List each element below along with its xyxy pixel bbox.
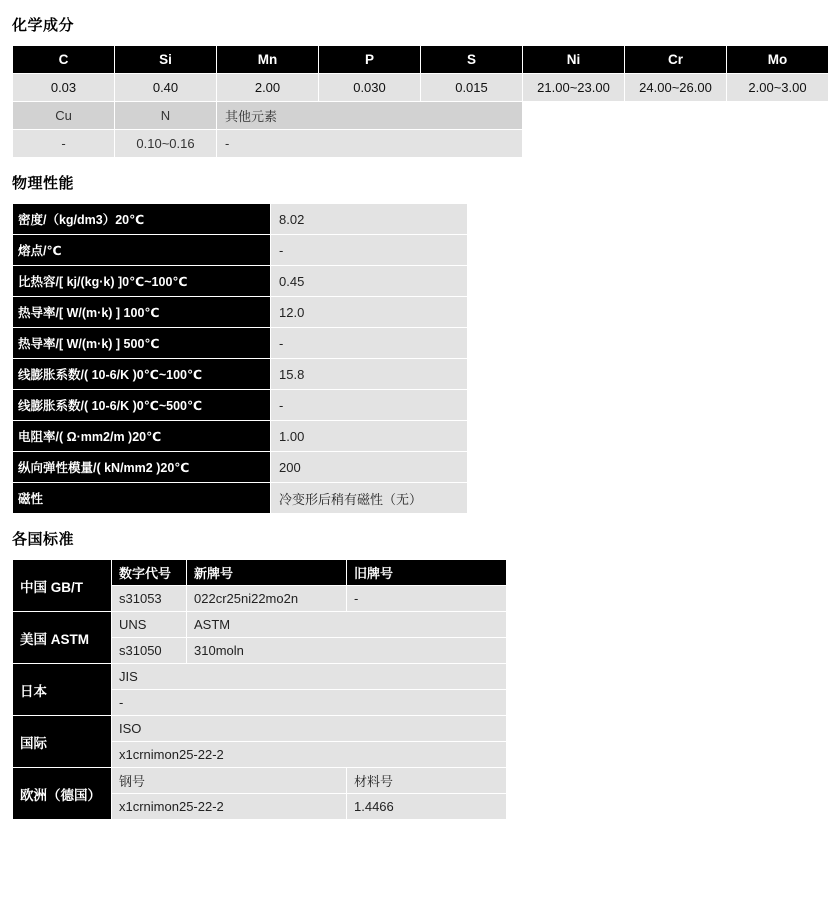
phys-value-cell: 12.0 [271,297,468,328]
chem-header-cell: 其他元素 [217,102,523,130]
chem-value-cell: 24.00~26.00 [625,74,727,102]
table-row [13,204,468,235]
section-title-physical: 物理性能 [12,175,75,192]
standards-header-cell: 旧牌号 [347,560,507,586]
table-row [13,46,829,74]
phys-key-cell: 熔点/℃ [13,235,271,266]
chem-value-cell: 2.00 [217,74,319,102]
phys-key-cell: 磁性 [13,483,271,514]
standards-header-cell: 数字代号 [112,560,187,586]
phys-value-cell: 0.45 [271,266,468,297]
standards-header-cell: 新牌号 [187,560,347,586]
chem-value-cell: 0.015 [421,74,523,102]
section-title-chemical: 化学成分 [12,17,75,34]
table-row [13,130,829,158]
phys-key-cell: 电阻率/( Ω·mm2/m )20℃ [13,421,271,452]
chem-header-cell: Cu [13,102,115,130]
chem-header-cell: Si [115,46,217,74]
standards-table [12,559,507,820]
standards-country-china: 中国 GB/T [13,560,112,612]
table-row [13,768,507,794]
standards-value-cell: s31050 [112,638,187,664]
chem-value-cell: 21.00~23.00 [523,74,625,102]
phys-value-cell: - [271,328,468,359]
standards-header-cell: UNS [112,612,187,638]
chem-value-cell: 2.00~3.00 [727,74,829,102]
phys-key-cell: 热导率/[ W/(m·k) ] 500℃ [13,328,271,359]
standards-country-japan: 日本 [13,664,112,716]
chem-header-cell: Cr [625,46,727,74]
chemical-composition-table [12,45,829,158]
table-row [13,664,507,690]
standards-value-cell: s31053 [112,586,187,612]
phys-value-cell: 1.00 [271,421,468,452]
standards-header-cell: 材料号 [347,768,507,794]
standards-country-usa: 美国 ASTM [13,612,112,664]
standards-value-cell: x1crnimon25-22-2 [112,742,507,768]
chem-value-cell: 0.03 [13,74,115,102]
standards-value-cell: 310moln [187,638,507,664]
spacer-cell [523,130,829,158]
physical-properties-table [12,203,468,514]
standards-header-cell: ISO [112,716,507,742]
table-row [13,390,468,421]
chem-header-cell: S [421,46,523,74]
phys-value-cell: - [271,390,468,421]
table-row [13,328,468,359]
standards-header-cell: JIS [112,664,507,690]
chem-value-cell: - [13,130,115,158]
table-row [13,235,468,266]
phys-key-cell: 线膨胀系数/( 10-6/K )0℃~500℃ [13,390,271,421]
standards-country-europe: 欧洲（德国） [13,768,112,820]
chem-header-cell: P [319,46,421,74]
phys-value-cell: 8.02 [271,204,468,235]
chem-value-cell: - [217,130,523,158]
chem-header-cell: Mn [217,46,319,74]
table-row [13,266,468,297]
table-row [13,560,507,586]
table-row [13,74,829,102]
chem-header-cell: Ni [523,46,625,74]
table-row [13,612,507,638]
table-row [13,359,468,390]
standards-country-international: 国际 [13,716,112,768]
chem-value-cell: 0.10~0.16 [115,130,217,158]
standards-header-cell: 钢号 [112,768,347,794]
standards-value-cell: 022cr25ni22mo2n [187,586,347,612]
phys-key-cell: 纵向弹性模量/( kN/mm2 )20℃ [13,452,271,483]
phys-value-cell: 15.8 [271,359,468,390]
table-row [13,297,468,328]
table-row [13,483,468,514]
phys-value-cell: - [271,235,468,266]
standards-header-cell: ASTM [187,612,507,638]
standards-value-cell: - [112,690,507,716]
standards-value-cell: x1crnimon25-22-2 [112,794,347,820]
table-row [13,102,829,130]
phys-key-cell: 比热容/[ kj/(kg·k) ]0℃~100℃ [13,266,271,297]
chem-value-cell: 0.030 [319,74,421,102]
table-row [13,716,507,742]
phys-key-cell: 热导率/[ W/(m·k) ] 100℃ [13,297,271,328]
phys-key-cell: 密度/（kg/dm3）20℃ [13,204,271,235]
table-row [13,421,468,452]
chem-value-cell: 0.40 [115,74,217,102]
standards-value-cell: - [347,586,507,612]
phys-value-cell: 冷变形后稍有磁性（无） [271,483,468,514]
spacer-cell [523,102,829,130]
phys-value-cell: 200 [271,452,468,483]
standards-value-cell: 1.4466 [347,794,507,820]
chem-header-cell: C [13,46,115,74]
section-title-standards: 各国标准 [12,531,75,548]
phys-key-cell: 线膨胀系数/( 10-6/K )0℃~100℃ [13,359,271,390]
chem-header-cell: N [115,102,217,130]
chem-header-cell: Mo [727,46,829,74]
table-row [13,452,468,483]
